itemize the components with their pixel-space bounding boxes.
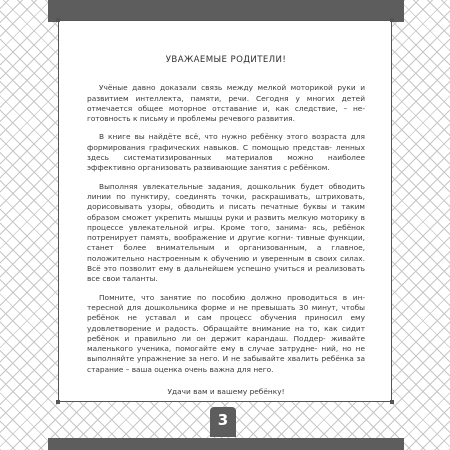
frame-corner-mark [390, 400, 394, 404]
letter-paragraph: Помните, что занятие по пособию должно проводиться в ин- тересной для дошкольника форме и не превышать 30 минут, чтобы ребёнок не уставал и сам процесс обучения приносил ему удовлетворение и радость. Обращайте внимание на то, как сидит ребёнок и правильно ли он держит карандаш. Поддер- живайте маленького ученика, помогайте ему в случае затрудне- ний, но не выполняйте упражнение за него. И не забывайте хвалить ребёнка за старание – ваша оценка очень важна для него. [87, 292, 365, 374]
page-header-bar [48, 0, 404, 22]
letter-paragraph: В книге вы найдёте всё, что нужно ребёнку этого возраста для формирования графических навыков. С помощью представ- ленных здесь систематизированных материалов можно наиболее эффективно организовать развивающие занятия с ребёнком. [87, 132, 365, 173]
letter-content [87, 35, 365, 397]
frame-corner-mark [56, 18, 60, 22]
letter-frame [58, 20, 392, 402]
page-number: 3 [217, 411, 229, 429]
frame-corner-mark [56, 400, 60, 404]
letter-heading: УВАЖАЕМЫЕ РОДИТЕЛИ! [165, 55, 287, 65]
page-number-tab [210, 407, 236, 437]
frame-corner-mark [390, 18, 394, 22]
letter-closing: Удачи вам и вашему ребёнку! [167, 387, 285, 397]
letter-paragraph: Учёные давно доказали связь между мелкой моторикой руки и развитием интеллекта, памяти, речи. Сегодня у многих детей отмечается общее моторное отставание и, как следствие, – не- готовность к письму и проблемы речевого развития. [87, 83, 365, 124]
letter-paragraph: Выполняя увлекательные задания, дошкольник будет обводить линии по пунктиру, соединять точки, раскрашивать, штриховать, дорисовывать узоры, обводить и писать печатные буквы и таким образом сможет укрепить мышцы руки и развить мелкую моторику в процессе увлекательной игры. Кроме того, занима- ясь, ребёнок потренирует память, воображение и другие когни- тивные функции, станет более внимательным и организованным, а главное, положительно настроенным к обучению и уверенным в своих силах. Всё это позволит ему в дальнейшем успешно учиться и реализовать все свои таланты. [87, 181, 365, 284]
page-footer-bar [48, 438, 404, 450]
